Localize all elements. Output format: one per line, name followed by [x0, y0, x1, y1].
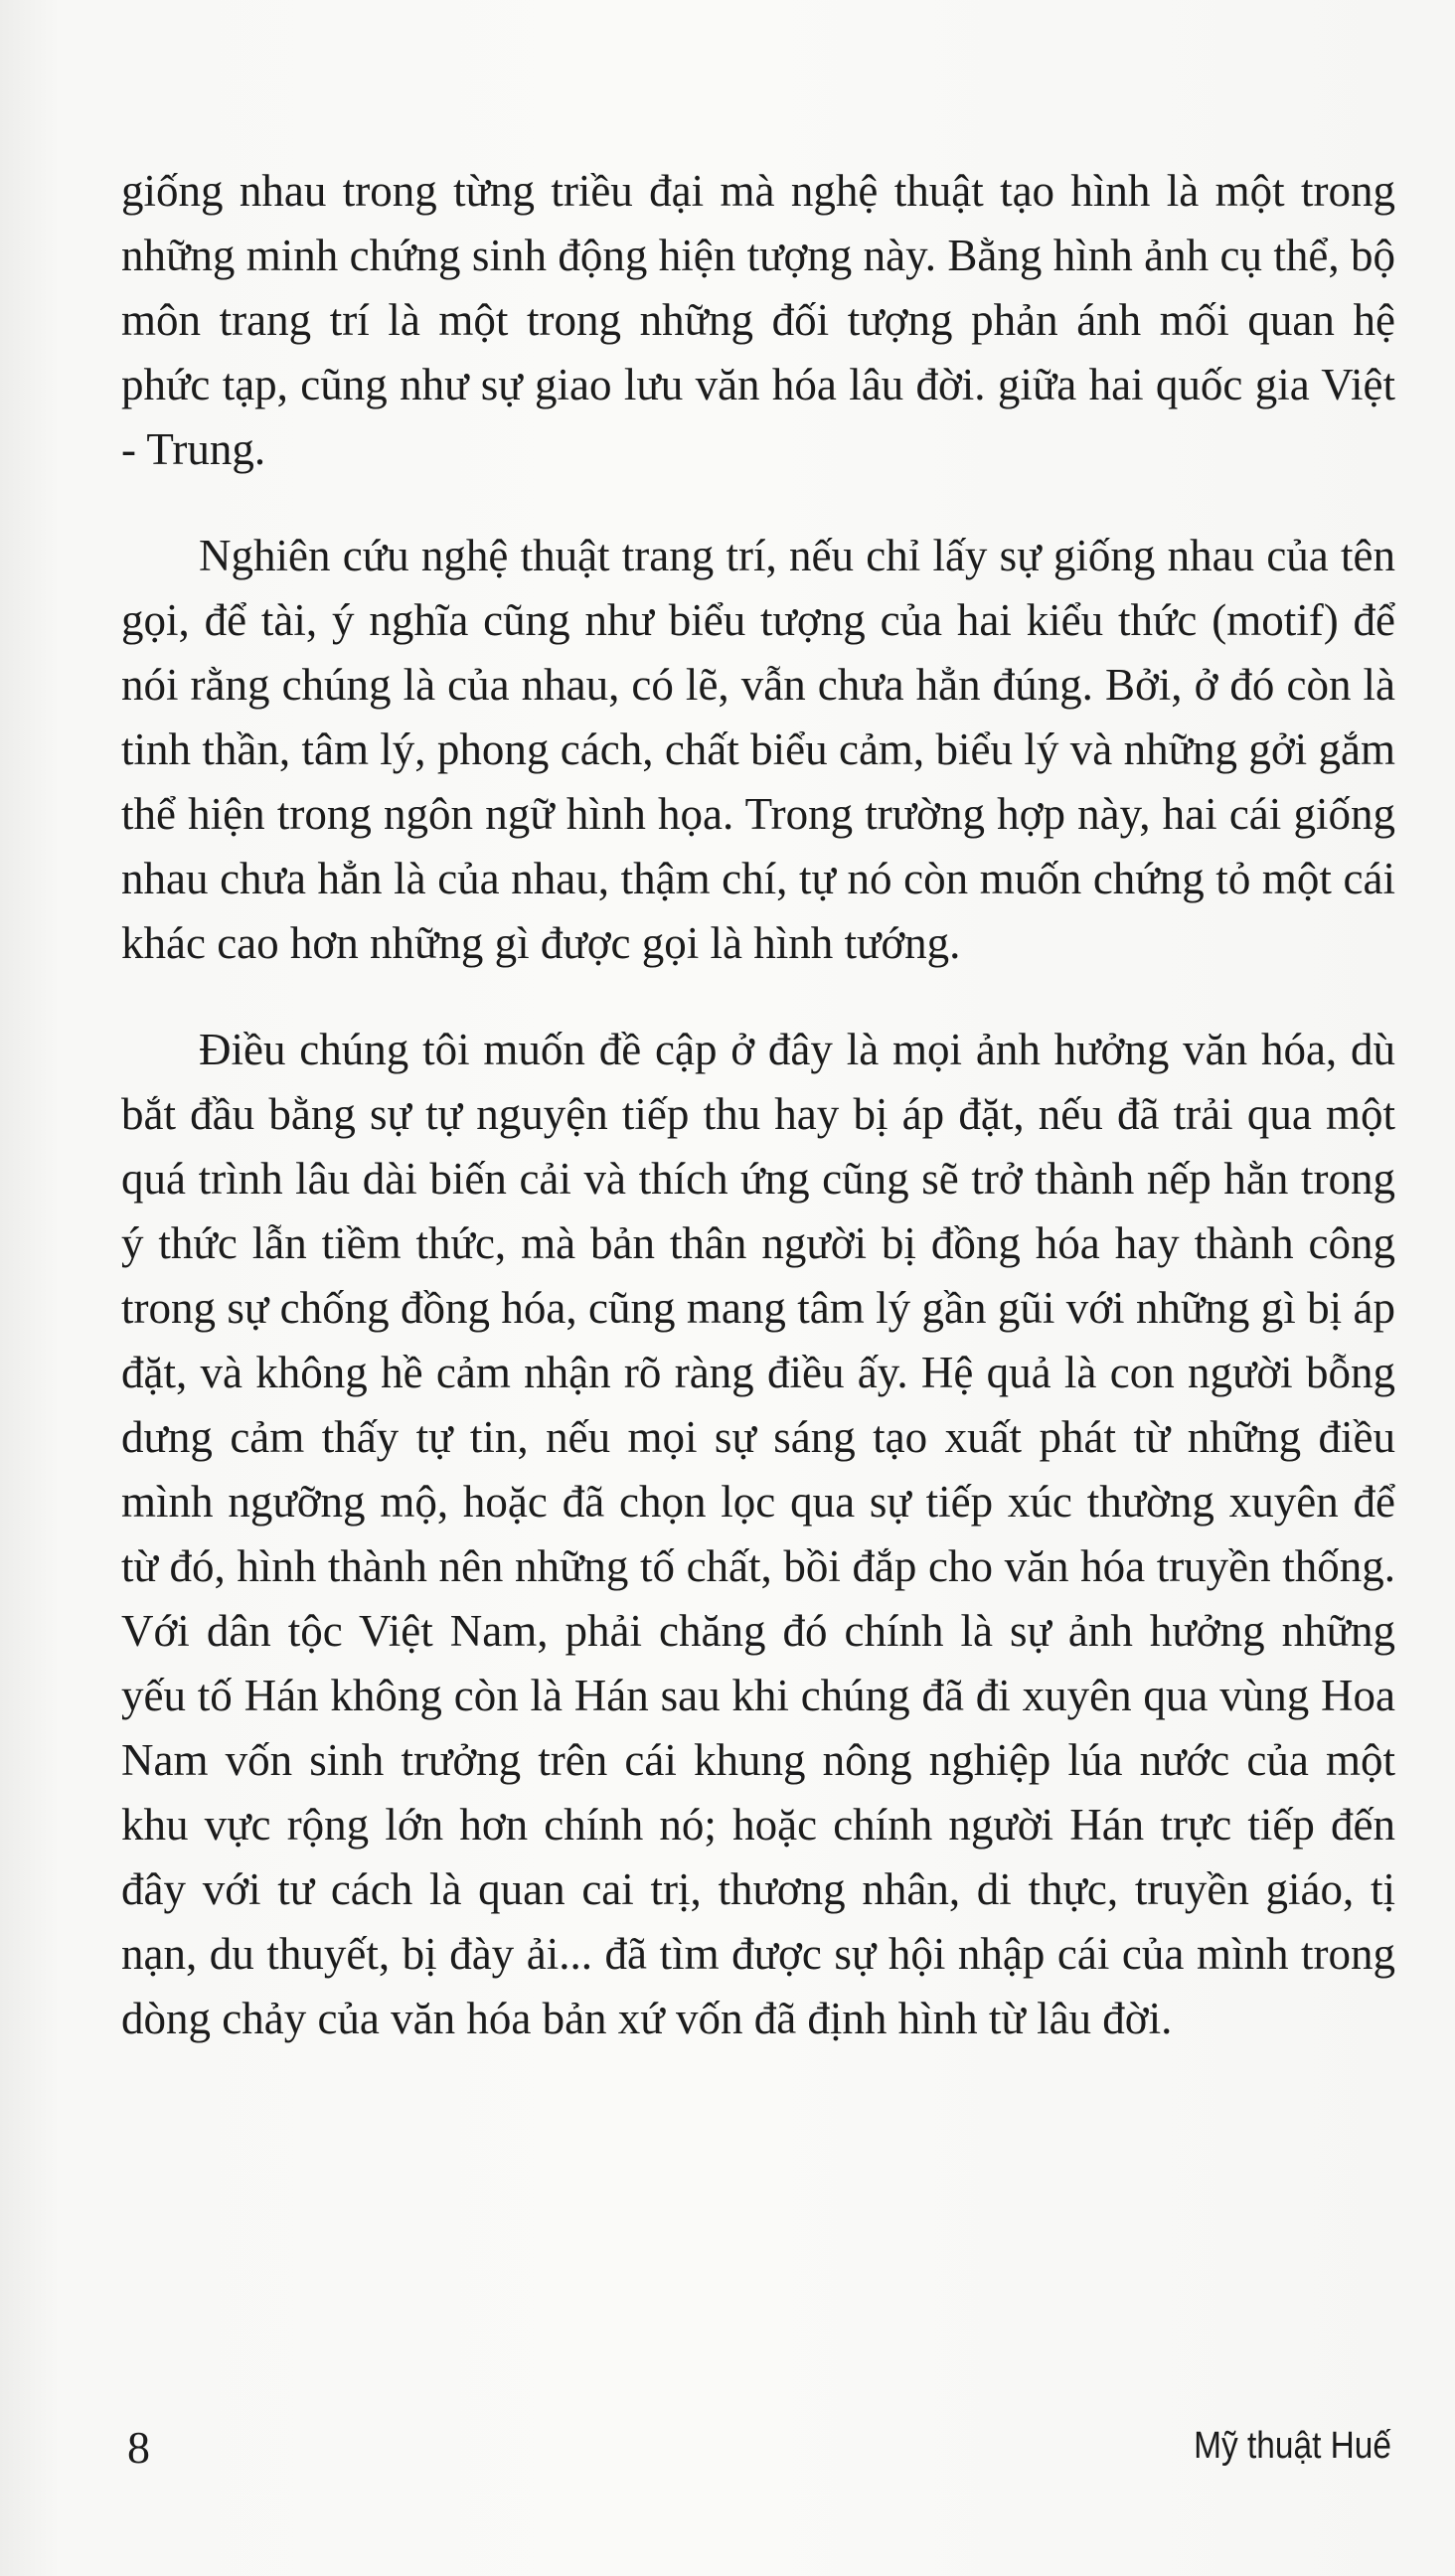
page-number: 8 — [127, 2422, 150, 2473]
running-title: Mỹ thuật Huế — [1194, 2425, 1391, 2467]
body-text — [121, 159, 1395, 2093]
paragraph-1: giống nhau trong từng triều đại mà nghệ thuật tạo hình là một trong những minh chứng sinh động hiện tượng này. Bằng hình ảnh cụ thể, bộ môn trang trí là một trong những đối tượng phản ánh mối quan hệ phức tạp, cũng như sự giao lưu văn hóa lâu đời. giữa hai quốc gia Việt - Trung. — [121, 166, 1395, 474]
paragraph-3: Điều chúng tôi muốn đề cập ở đây là mọi ảnh hưởng văn hóa, dù bắt đầu bằng sự tự nguyện tiếp thu hay bị áp đặt, nếu đã trải qua một quá trình lâu dài biến cải và thích ứng cũng sẽ trở thành nếp hằn trong ý thức lẫn tiềm thức, mà bản thân người bị đồng hóa hay thành công trong sự chống đồng hóa, cũng mang tâm lý gần gũi với những gì bị áp đặt, và không hề cảm nhận rõ ràng điều ấy. Hệ quả là con người bỗng dưng cảm thấy tự tin, nếu mọi sự sáng tạo xuất phát từ những điều mình ngưỡng mộ, hoặc đã chọn lọc qua sự tiếp xúc thường xuyên để từ đó, hình thành nên những tố chất, bồi đắp cho văn hóa truyền thống. Với dân tộc Việt Nam, phải chăng đó chính là sự ảnh hưởng những yếu tố Hán không còn là Hán sau khi chúng đã đi xuyên qua vùng Hoa Nam vốn sinh trưởng trên cái khung nông nghiệp lúa nước của một khu vực rộng lớn hơn chính nó; hoặc chính người Hán trực tiếp đến đây với tư cách là quan cai trị, thương nhân, di thực, truyền giáo, tị nạn, du thuyết, bị đày ải... đã tìm được sự hội nhập cái của mình trong dòng chảy của văn hóa bản xứ vốn đã định hình từ lâu đời. — [121, 1025, 1395, 2043]
paragraph-2: Nghiên cứu nghệ thuật trang trí, nếu chỉ lấy sự giống nhau của tên gọi, để tài, ý nghĩa cũng như biểu tượng của hai kiểu thức (motif) để nói rằng chúng là của nhau, có lẽ, vẫn chưa hẳn đúng. Bởi, ở đó còn là tinh thần, tâm lý, phong cách, chất biểu cảm, biểu lý và những gởi gắm thể hiện trong ngôn ngữ hình họa. Trong trường hợp này, hai cái giống nhau chưa hẳn là của nhau, thậm chí, tự nó còn muốn chứng tỏ một cái khác cao hơn những gì được gọi là hình tướng. — [121, 531, 1395, 968]
